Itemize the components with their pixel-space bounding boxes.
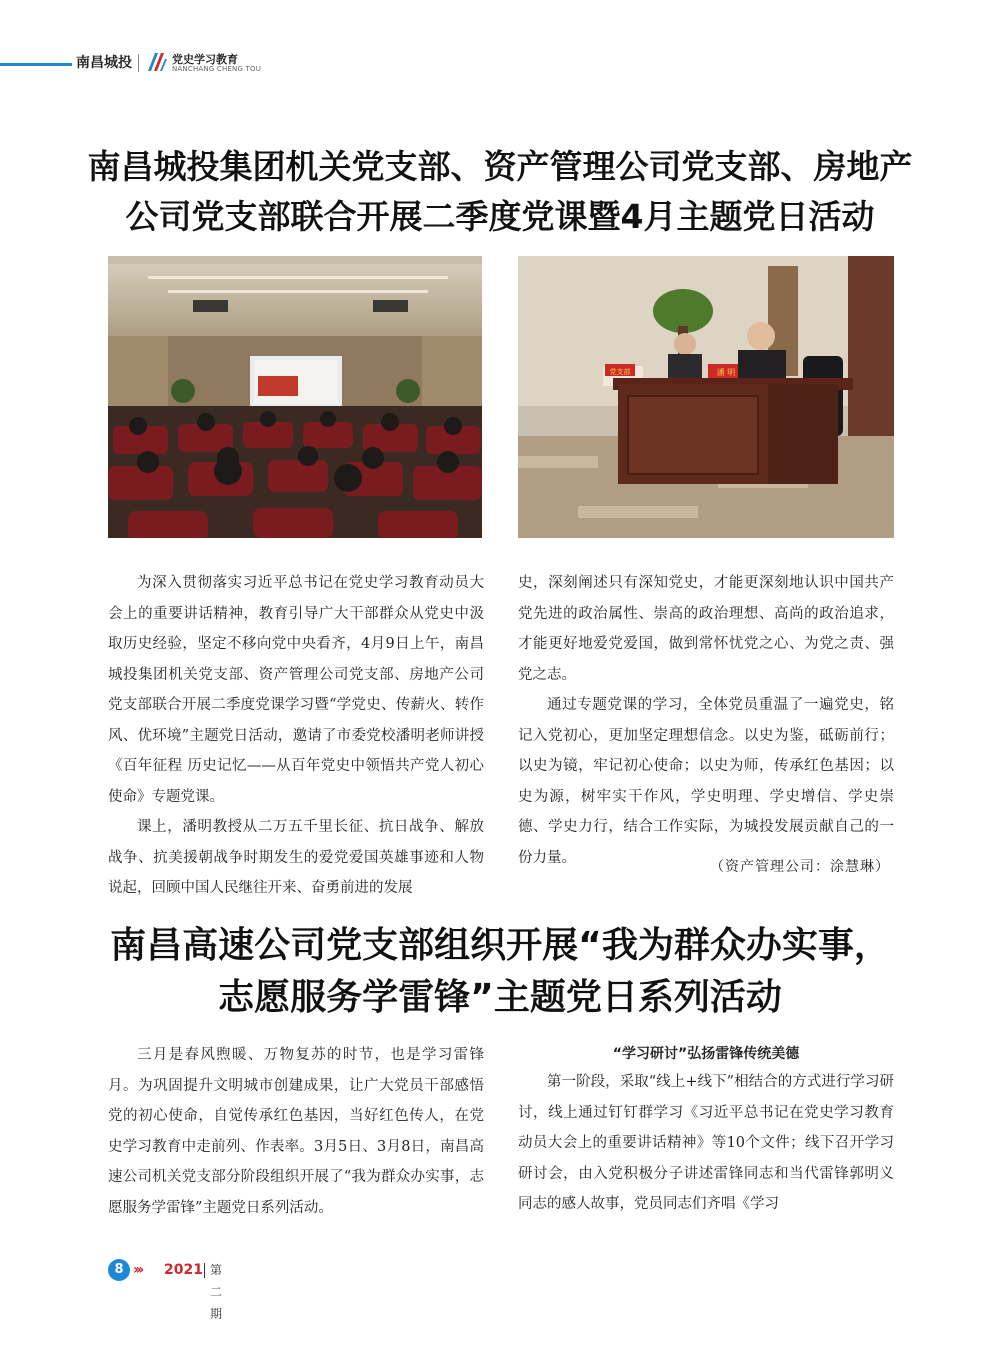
footer-year: 2021	[164, 1262, 203, 1278]
article1-column1	[108, 568, 484, 904]
article1-title	[0, 142, 1000, 242]
article1-credit: （资产管理公司：涂慧琳）	[710, 859, 890, 875]
header-accent-line	[0, 63, 72, 66]
nameplate-right-text: 潘 明	[716, 368, 736, 377]
lecture-hall-photo	[108, 256, 482, 538]
paragraph: 第一阶段，采取“线上+线下”相结合的方式进行学习研讨，线上通过钉钉群学习《习近平总书记在党史学习教育动员大会上的重要讲话精神》等10个文件；线下召开学习研讨会，由入党积极分子讲述雷锋同志和当代雷锋郭明义同志的感人故事，党员同志们齐唱《学习	[518, 1074, 894, 1212]
article2-title-line1: 南昌高速公司党支部组织开展“我为群众办实事，	[110, 925, 890, 966]
article2-column1	[108, 1040, 484, 1223]
page-number: 8	[108, 1259, 130, 1281]
footer-issue: 第二期	[210, 1263, 223, 1321]
logo-icon	[146, 51, 168, 73]
chevrons-icon: ›››	[133, 1262, 142, 1278]
article1-column2	[518, 568, 894, 873]
paragraph: 课上，潘明教授从二万五千里长征、抗日战争、解放战争、抗美援朝战争时期发生的爱党爱国英雄事迹和人物说起，回顾中国人民继往开来、奋勇前进的发展	[108, 819, 484, 896]
paragraph: 史，深刻阐述只有深知党史，才能更深刻地认识中国共产党先进的政治属性、崇高的政治理想、高尚的政治追求，才能更好地爱党爱国，做到常怀忧党之心、为党之责、强党之志。	[518, 575, 894, 683]
article1-title-line2: 公司党支部联合开展二季度党课暨4月主题党日活动	[125, 197, 875, 236]
article2-title	[0, 920, 1000, 1024]
speaker-podium-photo	[518, 256, 894, 538]
nameplate-left-text: 党支部	[609, 368, 631, 376]
article1-title-line1: 南昌城投集团机关党支部、资产管理公司党支部、房地产	[87, 147, 913, 186]
article2-title-line2: 志愿服务学雷锋”主题党日系列活动	[218, 977, 782, 1018]
article2-column2	[518, 1067, 894, 1220]
paragraph: 三月是春风煦暖、万物复苏的时节，也是学习雷锋月。为巩固提升文明城市创建成果，让广大党员干部感悟党的初心使命，自觉传承红色基因，当好红色传人，在党史学习教育中走前列、作表率。3月5日、3月8日，南昌高速公司机关党支部分阶段组织开展了“我为群众办实事，志愿服务学雷锋”主题党日系列活动。	[108, 1047, 484, 1216]
paragraph: 通过专题党课的学习，全体党员重温了一遍党史，铭记入党初心，更加坚定理想信念。以史为鉴，砥砺前行；以史为镜，牢记初心使命；以史为师，传承红色基因；以史为源，树牢实干作风，学史明理、学史增信、学史崇德、学史力行，结合工作实际，为城投发展贡献自己的一份力量。	[518, 697, 894, 866]
paragraph: 为深入贯彻落实习近平总书记在党史学习教育动员大会上的重要讲话精神，教育引导广大干部群众从党史中汲取历史经验，坚定不移向党中央看齐，4月9日上午，南昌城投集团机关党支部、资产管理公司党支部、房地产公司党支部联合开展二季度党课学习暨“学党史、传薪火、转作风、优环境”主题党日活动，邀请了市委党校潘明老师讲授《百年征程 历史记忆——从百年党史中领悟共产党人初心使命》专题党课。	[108, 575, 484, 805]
header-divider	[138, 54, 139, 72]
article2-subheading: “学习研讨”弘扬雷锋传统美德	[612, 1046, 800, 1062]
brand-name: 南昌城投	[76, 55, 132, 71]
column-subtitle: NANCHANG CHENG TOU	[172, 65, 262, 73]
column-title: 党史学习教育	[172, 53, 238, 66]
footer-divider	[204, 1263, 205, 1278]
